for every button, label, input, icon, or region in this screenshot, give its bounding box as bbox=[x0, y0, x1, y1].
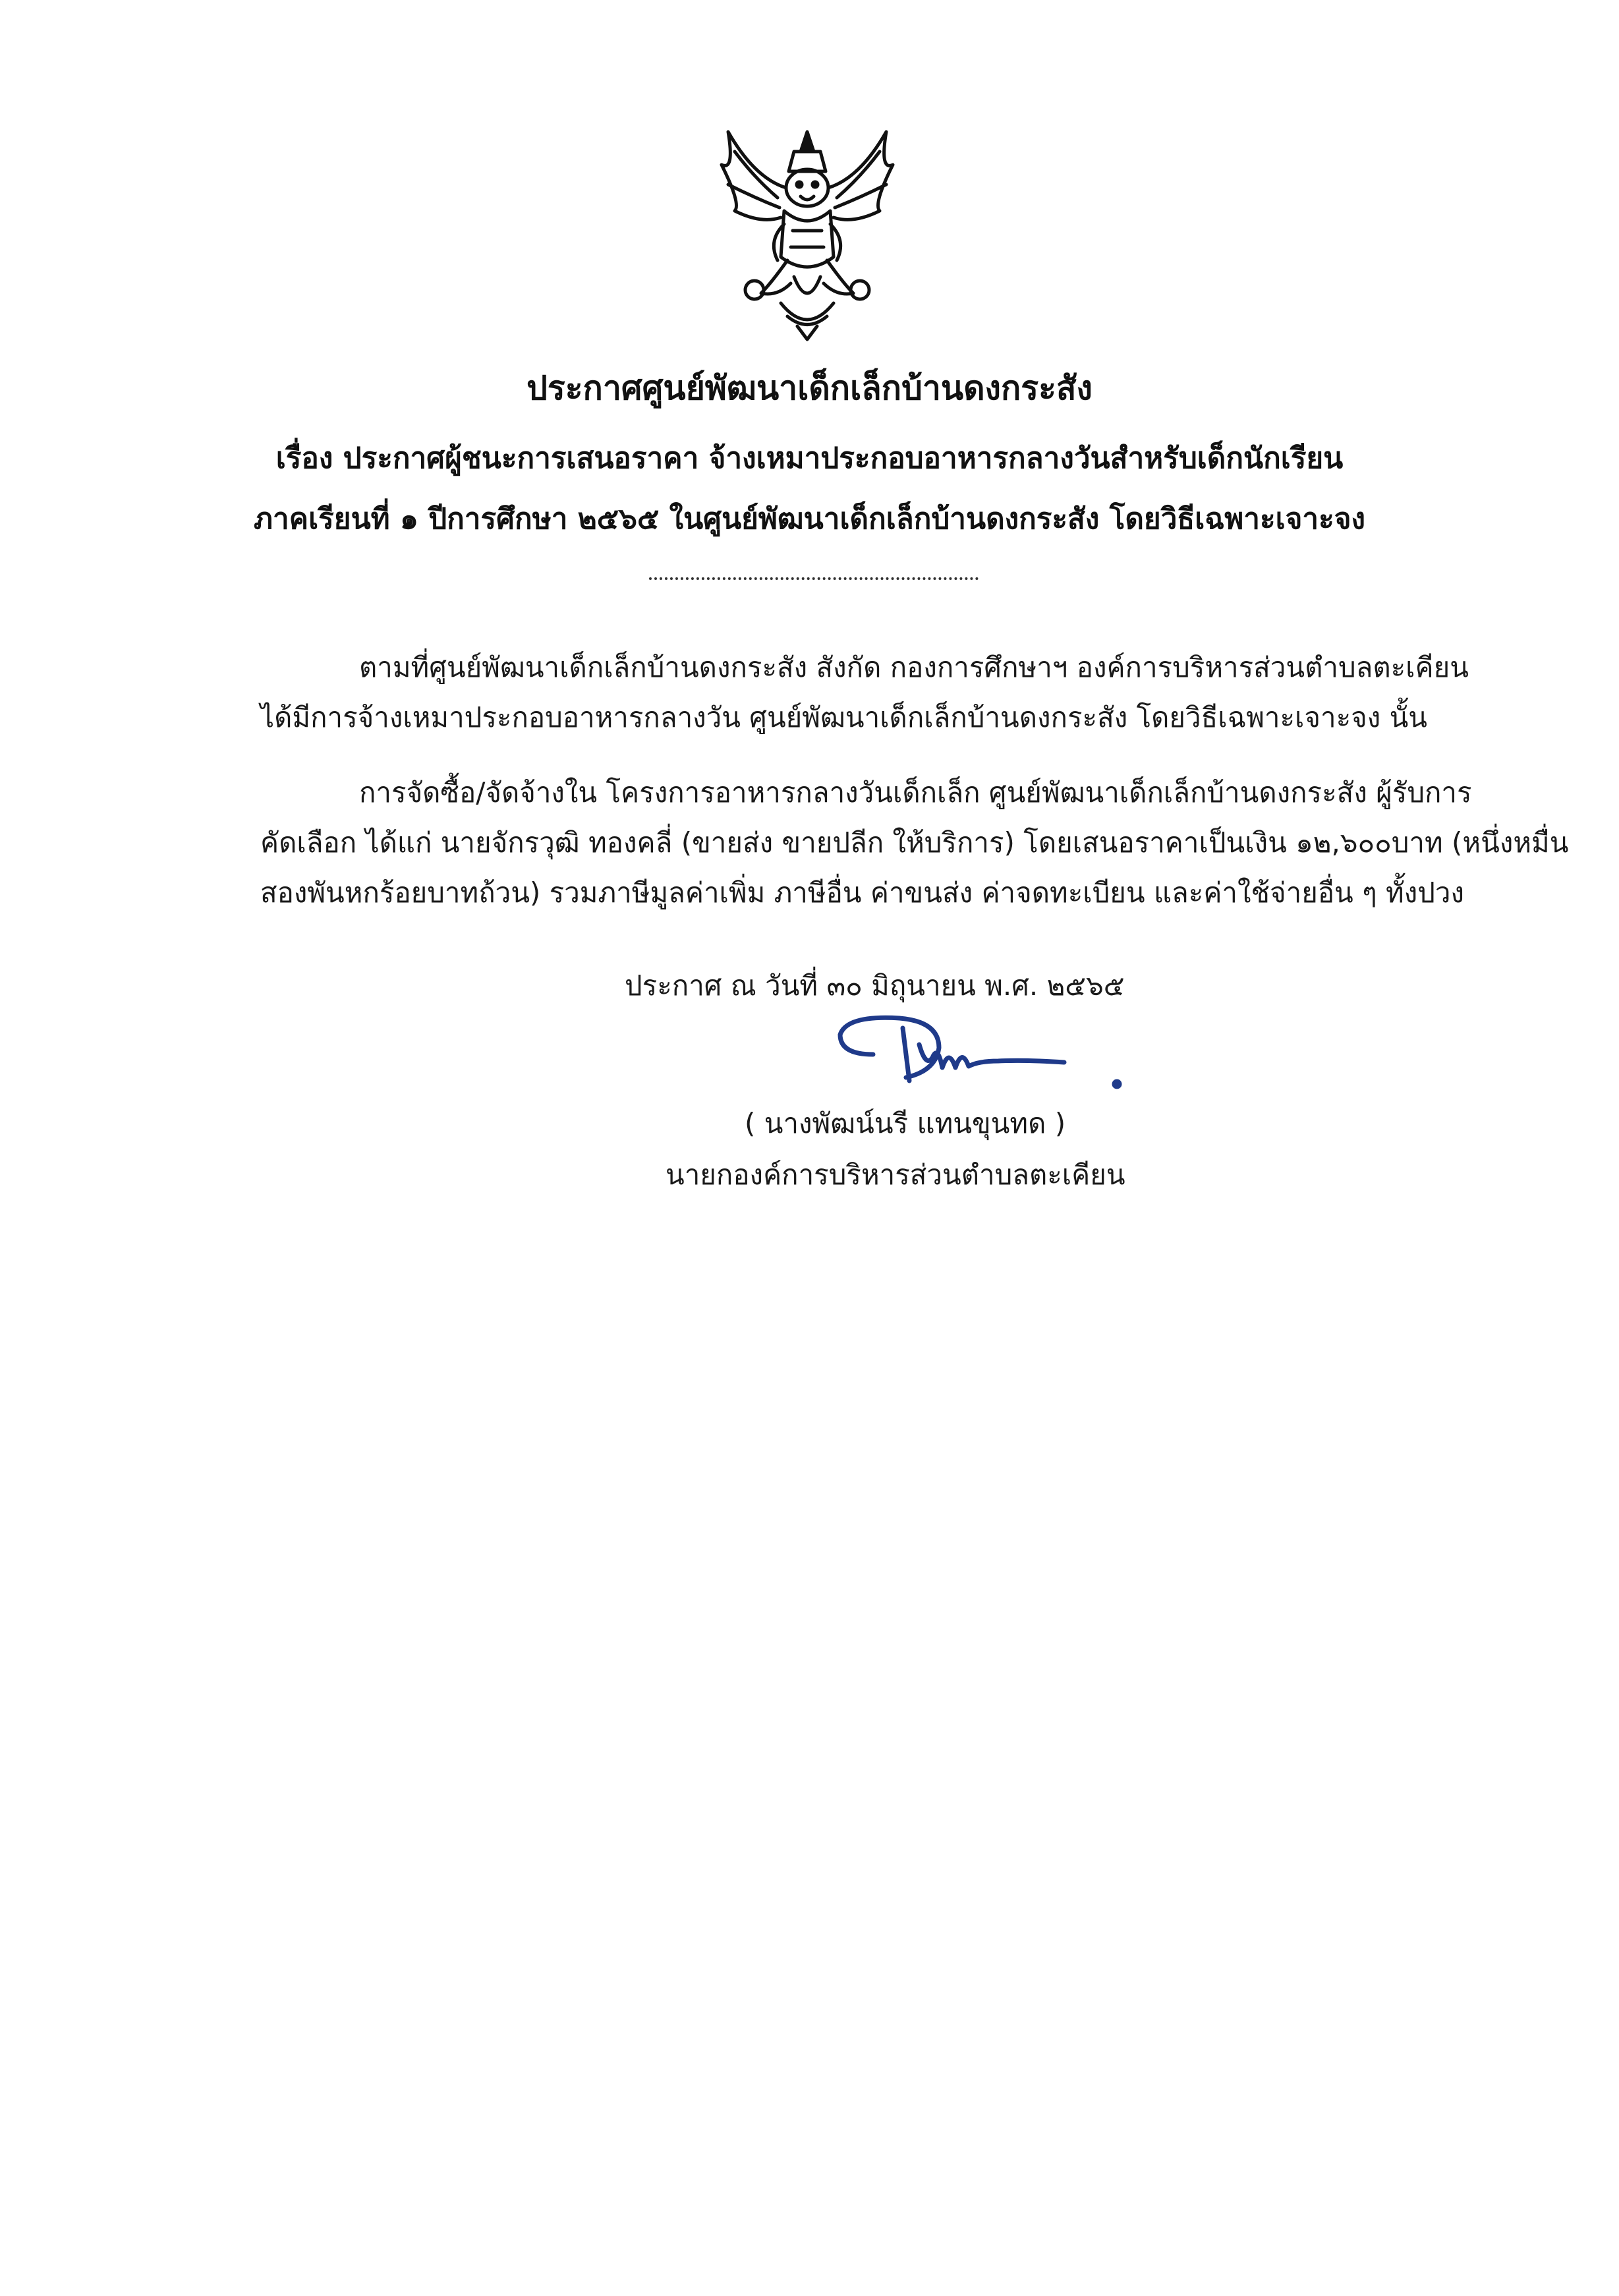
announcement-date: ประกาศ ณ วันที่ ๓๐ มิถุนายน พ.ศ. ๒๕๖๕ bbox=[625, 969, 1125, 1002]
subject-line-2: ภาคเรียนที่ ๑ ปีการศึกษา ๒๕๖๕ ในศูนย์พัฒนาเด็กเล็กบ้านดงกระสัง โดยวิธีเฉพาะเจาะจง bbox=[253, 502, 1366, 536]
paragraph-2-line: การจัดซื้อ/จัดจ้างใน โครงการอาหารกลางวันเด็กเล็ก ศูนย์พัฒนาเด็กเล็กบ้านดงกระสัง ผู้รับการ bbox=[359, 776, 1472, 809]
paragraph-2-line: สองพันหกร้อยบาทถ้วน) รวมภาษีมูลค่าเพิ่ม ภาษีอื่น ค่าขนส่ง ค่าจดทะเบียน และค่าใช้จ่ายอื่น ๆ ทั้งปวง bbox=[260, 876, 1464, 909]
signer-name: ( นางพัฒน์นรี แทนขุนทด ) bbox=[745, 1107, 1066, 1139]
paragraph-1 bbox=[260, 643, 1486, 743]
garuda-emblem-icon bbox=[715, 125, 899, 343]
paragraph-2-line: คัดเลือก ได้แก่ นายจักรวุฒิ ทองคลี่ (ขายส่ง ขายปลีก ให้บริการ) โดยเสนอราคาเป็นเงิน ๑๒,๖๐๐บาท (หนึ่งหมื่น bbox=[260, 826, 1569, 859]
signer-title: นายกองค์การบริหารส่วนตำบลตะเคียน bbox=[666, 1159, 1125, 1191]
paragraph-1-line: ได้มีการจ้างเหมาประกอบอาหารกลางวัน ศูนย์พัฒนาเด็กเล็กบ้านดงกระสัง โดยวิธีเฉพาะเจาะจง นั้น bbox=[260, 701, 1428, 733]
subject-line-1: เรื่อง ประกาศผู้ชนะการเสนอราคา จ้างเหมาประกอบอาหารกลางวันสำหรับเด็กนักเรียน bbox=[275, 442, 1344, 475]
announcement-title: ประกาศศูนย์พัฒนาเด็กเล็กบ้านดงกระสัง bbox=[526, 369, 1093, 407]
paragraph-1-line: ตามที่ศูนย์พัฒนาเด็กเล็กบ้านดงกระสัง สังกัด กองการศึกษาฯ องค์การบริหารส่วนตำบลตะเคียน bbox=[359, 651, 1469, 683]
handwritten-signature bbox=[827, 1008, 1130, 1107]
separator-dots bbox=[649, 577, 979, 580]
paragraph-2 bbox=[260, 768, 1569, 918]
